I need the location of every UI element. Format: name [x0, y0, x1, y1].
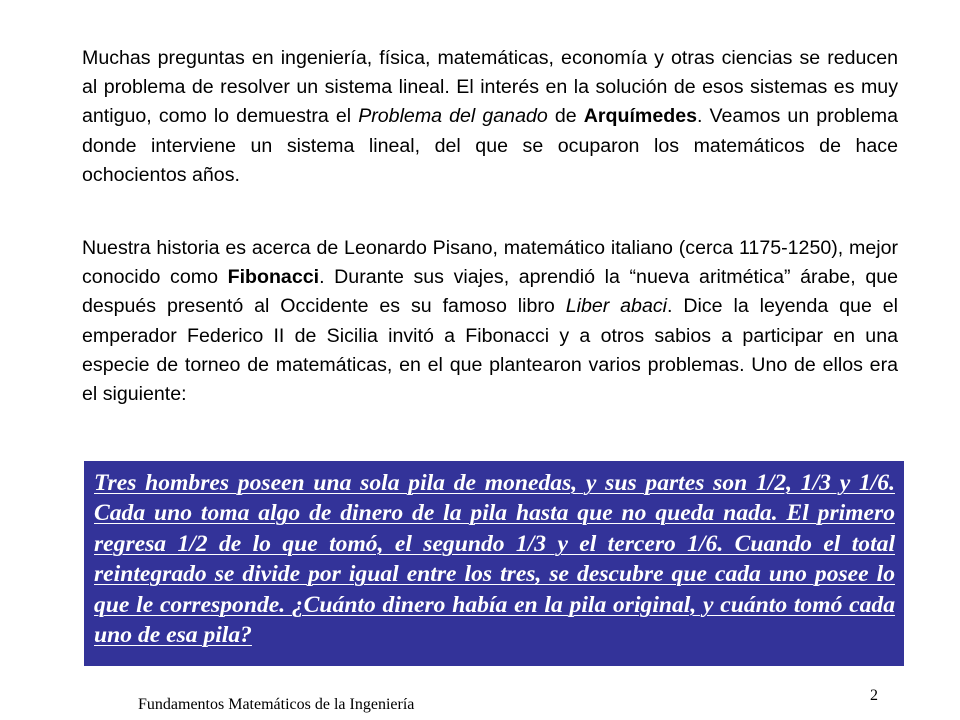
footer-title: Fundamentos Matemáticos de la Ingeniería [138, 696, 415, 713]
intro-text-part-2: de [547, 105, 584, 128]
history-paragraph [82, 234, 898, 409]
history-italic-book: Liber abaci [565, 295, 668, 318]
intro-bold-name: Arquímedes [583, 105, 697, 128]
history-text-part-2: . Durante sus viajes, aprendió la “nueva aritmética” árabe, que después presentó al Occidente es su famoso libro [82, 266, 899, 318]
intro-text-part-1: Muchas preguntas en ingeniería, física, matemáticas, economía y otras ciencias se reducen al problema de resolver un sistema lineal. El interés en la solución de esos sistemas es muy antiguo, como lo demuestra el [82, 47, 898, 128]
history-text-part-3: . Dice la leyenda que el emperador Federico II de Sicilia invitó a Fibonacci y a otros sabios a participar en una especie de torneo de matemáticas, en el que plantearon varios problemas. Uno de ellos era el siguiente: [82, 295, 898, 406]
history-bold-name: Fibonacci [227, 266, 320, 289]
page-number: 2 [870, 687, 878, 704]
history-text-part-1: Nuestra historia es acerca de Leonardo Pisano, matemático italiano (cerca 1175-1250), mejor conocido como [82, 237, 898, 289]
problem-statement: Tres hombres poseen una sola pila de monedas, y sus partes son 1/2, 1/3 y 1/6. Cada uno toma algo de dinero de la pila hasta que no queda nada. El primero regresa 1/2 de lo que tomó, el segundo 1/3 y el tercero 1/6. Cuando el total reintegrado se divide por igual entre los tres, se descubre que cada uno posee lo que le corresponde. ¿Cuánto dinero había en la pila original, y cuánto tomó cada uno de esa pila? [94, 470, 895, 649]
intro-italic-title: Problema del ganado [358, 105, 548, 128]
problem-box [84, 461, 904, 666]
intro-text-part-3: . Veamos un problema donde interviene un sistema lineal, del que se ocuparon los matemáticos de hace ochocientos años. [82, 105, 898, 186]
intro-paragraph [82, 44, 898, 190]
